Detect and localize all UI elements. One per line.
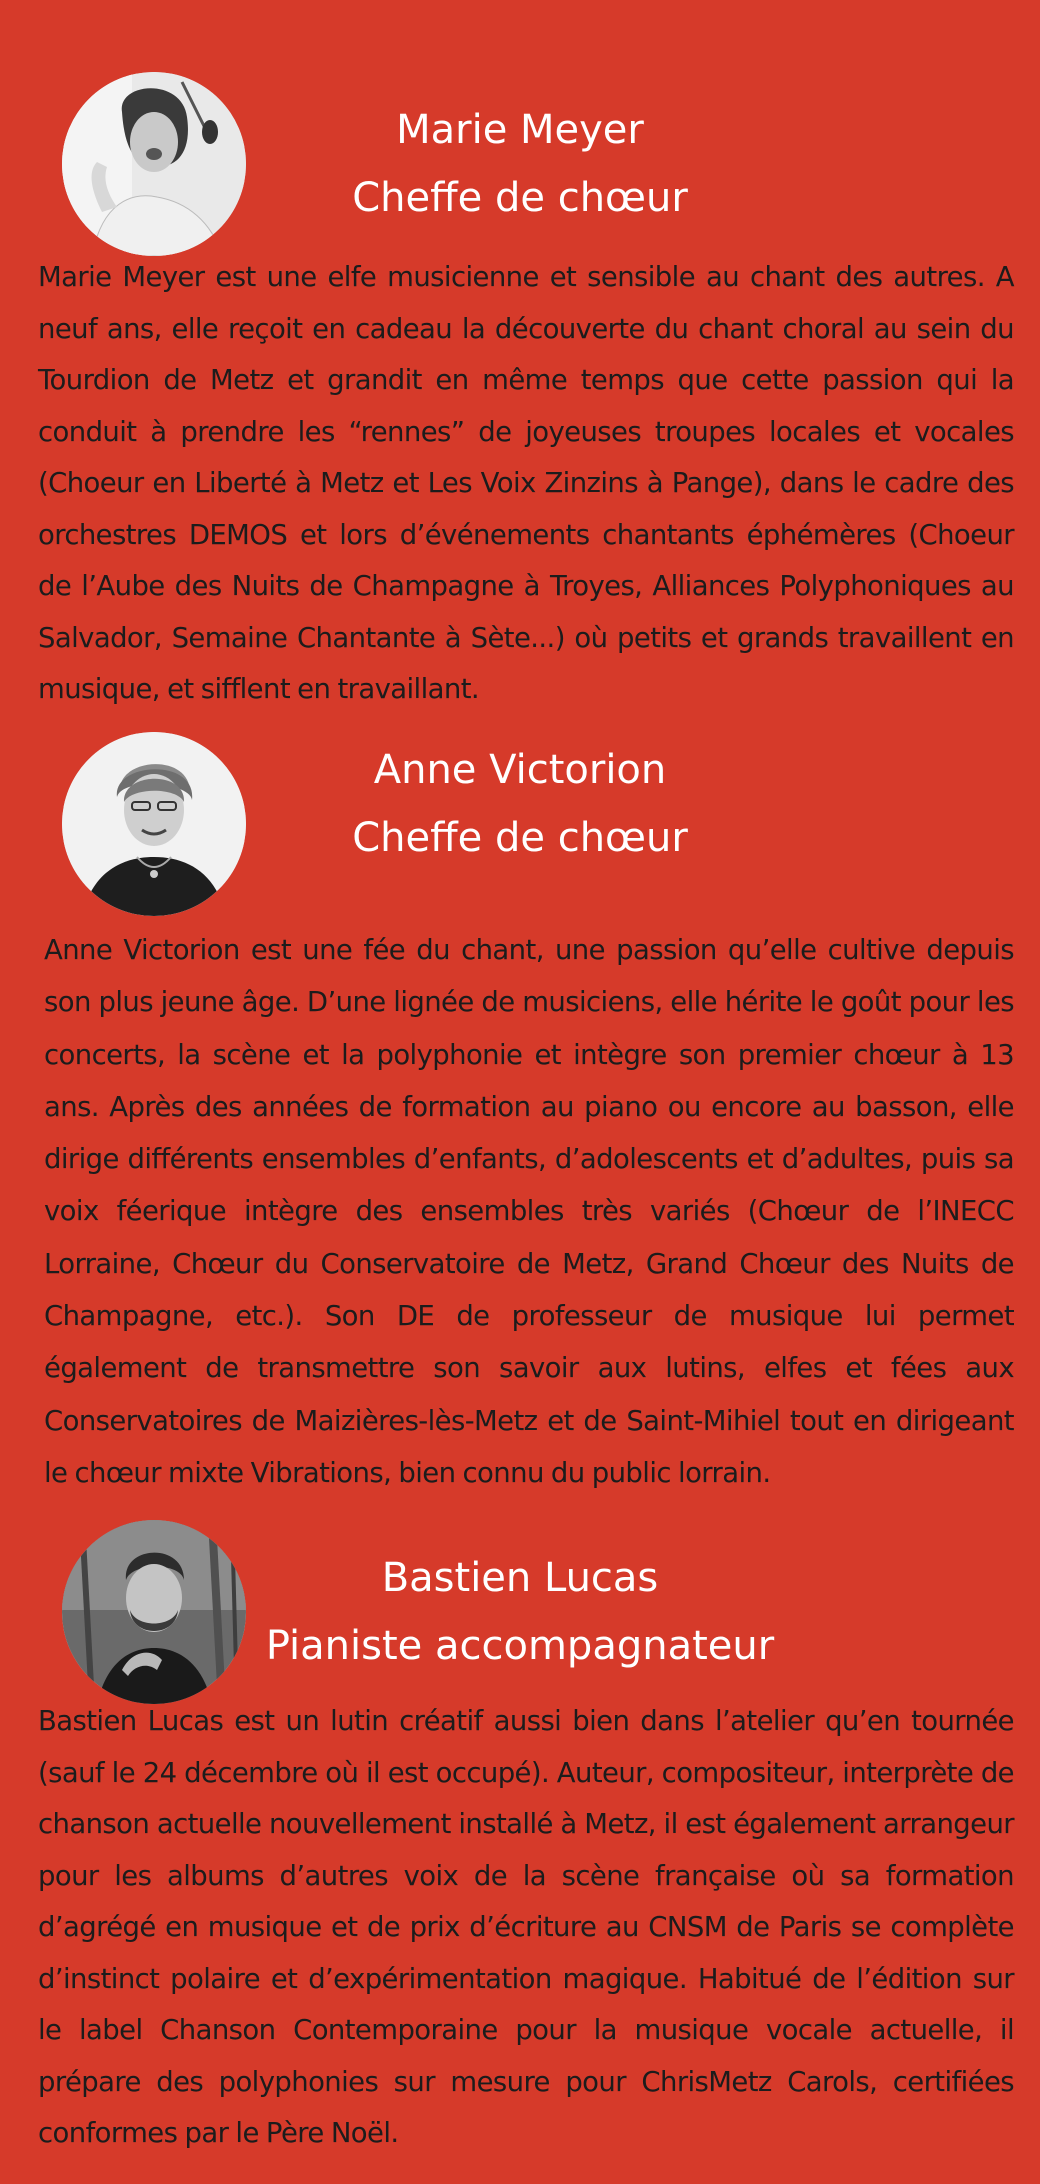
- person-bio: Marie Meyer est une elfe musicienne et sensible au chant des autres. A neuf ans, elle reçoit en cadeau la découverte du chant choral au sein du Tourdion de Metz et grandit en même temps que cette passion qui la conduit à prendre les “rennes” de joyeuses troupes locales et vocales (Choeur en Liberté à Metz et Les Voix Zinzins à Pange), dans le cadre des orchestres DEMOS et lors d’événements chantants éphémères (Choeur de l’Aube des Nuits de Champagne à Troyes, Alliances Polyphoniques au Salvador, Semaine Chantante à Sète...) où petits et grands travaillent en musique, et sifflent en travaillant.: [38, 261, 1014, 705]
- person-role: Cheffe de chœur: [352, 175, 688, 221]
- person-heading-2: [0, 736, 1040, 872]
- person-name: Marie Meyer: [396, 107, 644, 153]
- person-bio: Bastien Lucas est un lutin créatif aussi bien dans l’atelier qu’en tournée (sauf le 24 décembre où il est occupé). Auteur, compositeur, interprète de chanson actuelle nouvellement installé à Metz, il est également arrangeur pour les albums d’autres voix de la scène française où sa formation d’agrégé en musique et de prix d’écriture au CNSM de Paris se complète d’instinct polaire et d’expérimentation magique. Habitué de l’édition sur le label Chanson Contemporaine pour la musique vocale actuelle, il prépare des polyphonies sur mesure pour ChrisMetz Carols, certifiées conformes par le Père Noël.: [38, 1705, 1014, 2149]
- person-heading-3: [0, 1544, 1040, 1680]
- person-name: Bastien Lucas: [381, 1555, 659, 1601]
- person-role: Pianiste accompagnateur: [265, 1623, 775, 1669]
- person-heading-1: [0, 96, 1040, 232]
- person-role: Cheffe de chœur: [352, 815, 688, 861]
- person-name: Anne Victorion: [373, 747, 667, 793]
- person-bio: Anne Victorion est une fée du chant, une passion qu’elle cultive depuis son plus jeune âge. D’une lignée de musiciens, elle hérite le goût pour les concerts, la scène et la polyphonie et intègre son premier chœur à 13 ans. Après des années de formation au piano ou encore au basson, elle dirige différents ensembles d’enfants, d’adolescents et d’adultes, puis sa voix féerique intègre des ensembles très variés (Chœur de l’INECC Lorraine, Chœur du Conservatoire de Metz, Grand Chœur des Nuits de Champagne, etc.). Son DE de professeur de musique lui permet également de transmettre son savoir aux lutins, elfes et fées aux Conservatoires de Maizières-lès-Metz et de Saint-Mihiel tout en dirigeant le chœur mixte Vibrations, bien connu du public lorrain.: [44, 934, 1014, 1489]
